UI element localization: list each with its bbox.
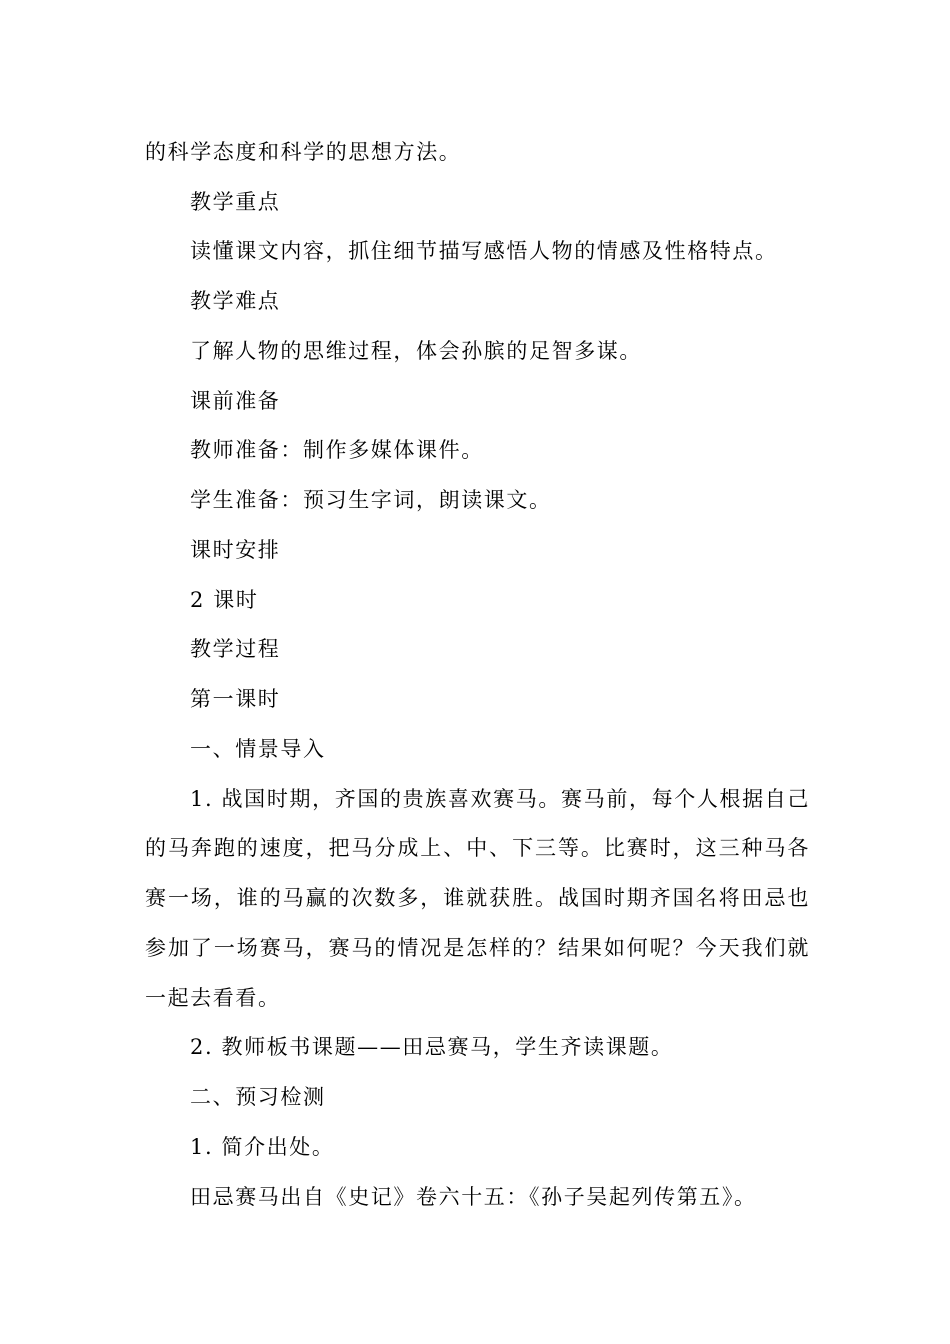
paragraph-line: 参加了一场赛马，赛马的情况是怎样的？结果如何呢？今天我们就 — [145, 936, 810, 960]
paragraph-line: 的马奔跑的速度，把马分成上、中、下三等。比赛时，这三种马各 — [145, 836, 810, 860]
text-line: 学生准备：预习生字词，朗读课文。 — [190, 488, 552, 512]
text-line: 了解人物的思维过程，体会孙膑的足智多谋。 — [190, 339, 642, 363]
section-heading: 教学过程 — [190, 637, 281, 661]
text-line: 读懂课文内容，抓住细节描写感悟人物的情感及性格特点。 — [190, 239, 778, 263]
section-heading: 教学难点 — [190, 289, 281, 313]
text-line: 田忌赛马出自《史记》卷六十五：《孙子吴起列传第五》。 — [190, 1185, 757, 1209]
text-line: 教师准备：制作多媒体课件。 — [190, 438, 484, 462]
text-line: 2. 教师板书课题——田忌赛马，学生齐读课题。 — [190, 1035, 674, 1059]
section-heading: 课时安排 — [190, 538, 281, 562]
paragraph-line: 赛一场，谁的马赢的次数多，谁就获胜。战国时期齐国名将田忌也 — [145, 886, 810, 910]
section-heading: 第一课时 — [190, 687, 281, 711]
section-heading: 二、预习检测 — [190, 1085, 326, 1109]
section-heading: 一、情景导入 — [190, 737, 326, 761]
text-line: 2 课时 — [190, 588, 259, 612]
paragraph-line: 一起去看看。 — [145, 986, 281, 1010]
text-line: 1. 简介出处。 — [190, 1135, 335, 1159]
paragraph-line: 1. 战国时期，齐国的贵族喜欢赛马。赛马前，每个人根据自己 — [190, 787, 810, 811]
text-line: 的科学态度和科学的思想方法。 — [145, 140, 462, 164]
section-heading: 课前准备 — [190, 389, 281, 413]
section-heading: 教学重点 — [190, 190, 281, 214]
